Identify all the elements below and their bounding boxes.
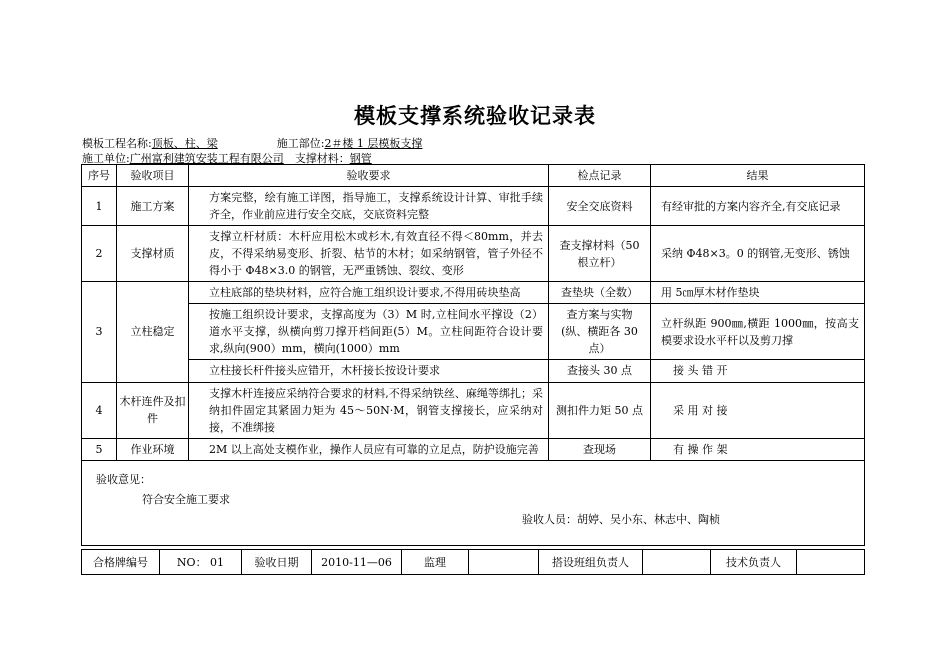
cert-number-label: 合格牌编号 <box>82 550 160 575</box>
row-result: 有经审批的方案内容齐全,有交底记录 <box>651 187 865 226</box>
row-check: 查垫块（全数） <box>549 282 651 304</box>
row-requirement: 支撑立杆材质：木杆应用松木或杉木,有效直径不得＜80mm，并去皮，不得采纳易变形、折裂、枯节的木材；如采纳钢管，管子外径不得小于 Φ48×3.0 的钢管，无严重锈蚀、裂纹、变形 <box>189 226 549 282</box>
tech-lead-label: 技术负责人 <box>711 550 797 575</box>
row-requirement: 方案完整，绘有施工详图，指导施工，支撑系统设计计算、审批手续齐全，作业前应进行安全交底，交底资料完整 <box>189 187 549 226</box>
footer-table <box>81 549 865 575</box>
project-name-label: 模板工程名称: <box>82 137 152 150</box>
inspectors: 验收人员：胡婷、吴小东、林志中、陶桢 <box>522 512 720 526</box>
row-check: 查现场 <box>549 438 651 460</box>
opinion-text: 符合安全施工要求 <box>142 492 230 506</box>
header-cell: 验收要求 <box>189 165 549 187</box>
row-requirement: 立柱接长杆件接头应错开，木杆接长按设计要求 <box>189 360 549 382</box>
row-requirement: 立柱底部的垫块材料，应符合施工组织设计要求,不得用砖块垫高 <box>189 282 549 304</box>
row-item: 作业环境 <box>117 438 189 460</box>
table-row <box>82 226 865 282</box>
header-cell: 序号 <box>82 165 117 187</box>
table-row <box>82 187 865 226</box>
row-number: 4 <box>82 382 117 438</box>
cert-number-value: NO： 01 <box>160 550 242 575</box>
project-name-value: 顶板、柱、梁 <box>151 137 218 150</box>
material-label: 支撑材料： <box>294 152 350 165</box>
row-number: 3 <box>82 282 117 382</box>
row-item: 立柱稳定 <box>117 282 189 382</box>
acceptance-table <box>81 164 865 546</box>
row-item: 支撑材质 <box>117 226 189 282</box>
table-row <box>82 360 865 382</box>
row-item: 施工方案 <box>117 187 189 226</box>
location-label: 施工部位: <box>276 137 325 150</box>
table-row <box>82 282 865 304</box>
row-requirement: 支撑木杆连接应采纳符合要求的材料,不得采纳铁丝、麻绳等绑扎；采纳扣件固定其紧固力矩为 45～50N·M，钢管支撑接长，应采纳对接，不准绑接 <box>189 382 549 438</box>
row-check: 测扣件力矩 50 点 <box>549 382 651 438</box>
row-check: 查支撑材料（50 根立杆） <box>549 226 651 282</box>
row-result: 立杆纵距 900㎜,横距 1000㎜，按高支模要求设水平杆以及剪刀撑 <box>651 304 865 360</box>
header-cell: 验收项目 <box>117 165 189 187</box>
row-check: 查方案与实物(纵、横距各 30 点） <box>549 304 651 360</box>
opinion-row <box>82 460 865 545</box>
unit-label: 施工单位: <box>82 152 130 165</box>
supervisor-label: 监理 <box>402 550 469 575</box>
footer-row <box>82 550 865 575</box>
row-number: 5 <box>82 438 117 460</box>
material-value: 钢管 <box>349 152 372 165</box>
header-cell: 检点记录 <box>549 165 651 187</box>
supervisor-value <box>469 550 539 575</box>
header-cell: 结果 <box>651 165 865 187</box>
row-check: 查接头 30 点 <box>549 360 651 382</box>
row-result: 用 5㎝厚木材作垫块 <box>651 282 865 304</box>
unit-value: 广州富利建筑安装工程有限公司 <box>129 152 284 165</box>
team-leader-label: 搭设班组负责人 <box>539 550 643 575</box>
row-result: 采纳 Φ48×3。0 的钢管,无变形、锈蚀 <box>651 226 865 282</box>
row-number: 1 <box>82 187 117 226</box>
date-label: 验收日期 <box>242 550 312 575</box>
row-result: 有 操 作 架 <box>651 438 865 460</box>
table-header-row <box>82 165 865 187</box>
row-requirement: 按施工组织设计要求，支撑高度为（3）M 时,立柱间水平撑设（2）道水平支撑，纵横向剪刀撑开档间距(5）M。立柱间距符合设计要求,纵向(900）mm，横向(1000）mm <box>189 304 549 360</box>
row-result: 接 头 错 开 <box>651 360 865 382</box>
tech-lead-value <box>797 550 865 575</box>
table-row <box>82 304 865 360</box>
project-info-line <box>82 135 422 151</box>
row-result: 采 用 对 接 <box>651 382 865 438</box>
row-item: 木杆连件及扣件 <box>117 382 189 438</box>
opinion-cell <box>82 460 865 545</box>
table-row <box>82 438 865 460</box>
document-title: 模板支撑系统验收记录表 <box>354 103 596 128</box>
team-leader-value <box>643 550 711 575</box>
row-requirement: 2M 以上高处支模作业，操作人员应有可靠的立足点，防护设施完善 <box>189 438 549 460</box>
row-number: 2 <box>82 226 117 282</box>
location-value: 2＃楼 1 层模板支撑 <box>324 137 423 150</box>
date-value: 2010-11—06 <box>312 550 402 575</box>
table-row <box>82 382 865 438</box>
row-check: 安全交底资料 <box>549 187 651 226</box>
opinion-label: 验收意见： <box>96 472 151 486</box>
